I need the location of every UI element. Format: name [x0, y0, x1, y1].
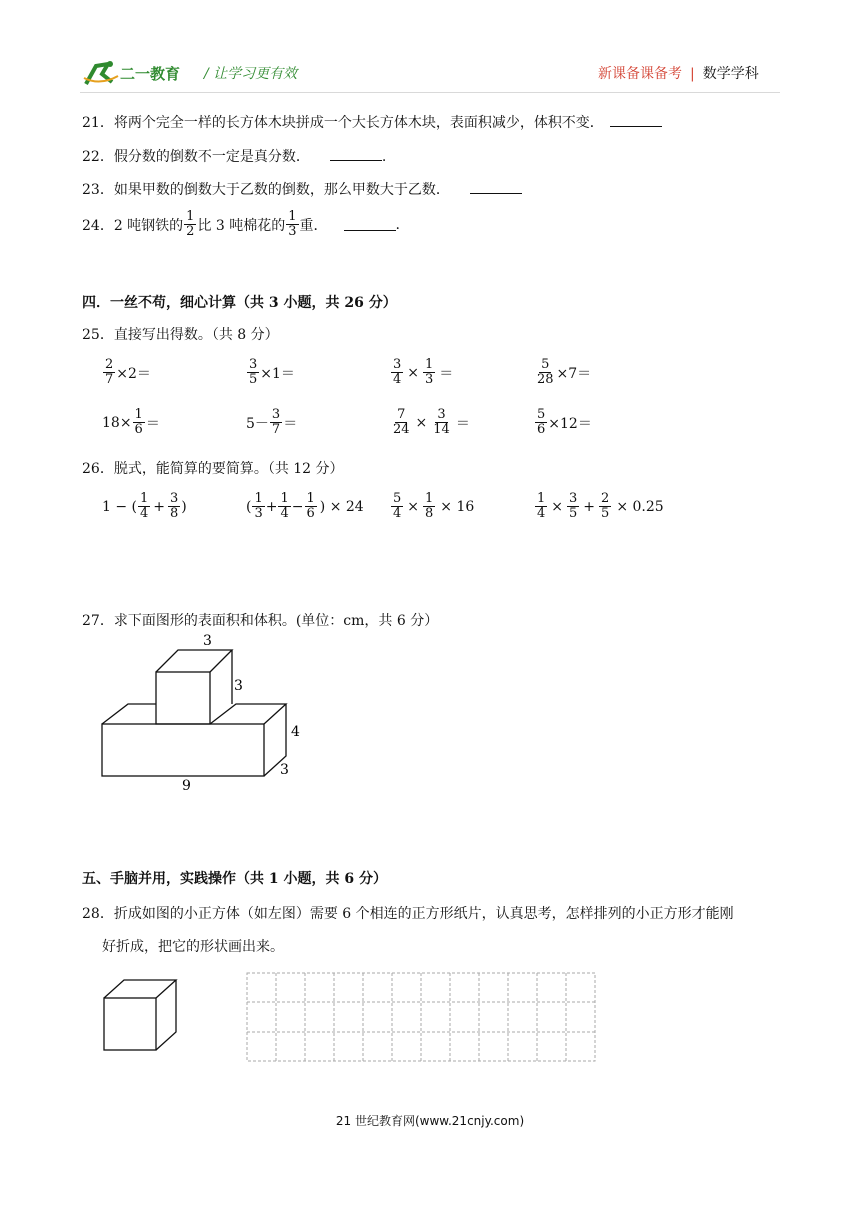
question-27: 27．求下面图形的表面积和体积。(单位：cm，共 6 分）	[82, 613, 439, 629]
num: 7	[397, 407, 406, 422]
header-tag-left: 新课备课备考	[598, 66, 682, 82]
fraction	[431, 408, 452, 437]
num: 1	[134, 407, 143, 422]
den: 4	[393, 372, 402, 387]
den: 28	[537, 372, 554, 387]
den: 5	[569, 506, 578, 521]
q26-expr-3	[390, 492, 474, 521]
question-24	[82, 210, 400, 239]
expr-rest: ＝	[439, 365, 454, 382]
fraction	[391, 492, 403, 521]
logo-text: 二一教育	[120, 65, 181, 83]
question-21-text: 21．将两个完全一样的长方体木块拼成一个大长方体木块，表面积减少，体积不变．	[82, 115, 604, 131]
fraction	[278, 492, 290, 521]
den: 3	[425, 372, 434, 387]
answer-blank-24[interactable]	[344, 218, 396, 231]
question-26: 26．脱式，能简算的要简算。（共 12 分）	[82, 461, 344, 477]
q24-fraction-1	[184, 210, 196, 239]
page-footer: 21 世纪教育网(www.21cnjy.com)	[335, 1114, 525, 1128]
fraction	[305, 492, 317, 521]
q25-item-2	[246, 358, 295, 387]
num: 5	[537, 407, 546, 422]
question-22-text: 22．假分数的倒数不一定是真分数．	[82, 149, 310, 165]
q24-part3: 重．	[299, 217, 328, 234]
header-slogan: / 让学习更有效	[204, 66, 298, 82]
fraction	[133, 408, 145, 437]
fraction	[423, 358, 435, 387]
section-4-title: 四．一丝不苟，细心计算（共 3 小题，共 26 分）	[82, 295, 397, 311]
num: 1	[537, 491, 546, 506]
expr-pre: (	[246, 498, 252, 515]
answer-blank-22[interactable]	[330, 148, 382, 161]
q24-f2-num: 1	[288, 209, 297, 224]
fraction	[270, 408, 282, 437]
num: 1	[425, 491, 434, 506]
num: 1	[306, 491, 315, 506]
num: 5	[541, 357, 550, 372]
drawing-grid[interactable]	[246, 972, 598, 1064]
question-22	[82, 146, 386, 166]
expr-pre: 1 − (	[102, 498, 137, 515]
den: 8	[425, 506, 434, 521]
q24-part1: 24．2 吨钢铁的	[82, 217, 184, 234]
q24-f2-den: 3	[288, 224, 297, 239]
q24-fraction-2	[286, 210, 298, 239]
expr-rest: ＝	[283, 415, 298, 432]
expr-rest: ×2＝	[116, 365, 151, 382]
den: 4	[537, 506, 546, 521]
answer-blank-23[interactable]	[470, 181, 522, 194]
q24-f1-num: 1	[186, 209, 195, 224]
den: 4	[393, 506, 402, 521]
expr-pre: 18×	[102, 414, 132, 431]
fraction	[599, 492, 611, 521]
q26-expr-4	[534, 492, 664, 521]
den: 4	[140, 506, 149, 521]
op: ×	[407, 498, 420, 515]
expr-rest: ×12＝	[548, 415, 592, 432]
q26-expr-2	[246, 492, 364, 521]
question-25: 25．直接写出得数。（共 8 分）	[82, 327, 279, 343]
expr-post: ) × 24	[319, 498, 364, 515]
den: 3	[254, 506, 263, 521]
expr-rest: ×1＝	[260, 365, 295, 382]
section-5-title: 五、手脑并用，实践操作（共 1 小题，共 6 分）	[82, 871, 387, 887]
num: 5	[393, 491, 402, 506]
expr-rest: ＝	[145, 415, 160, 432]
q25-item-1	[102, 358, 151, 387]
expr-pre: 5－	[246, 415, 269, 432]
dim-bottom: 9	[182, 778, 191, 794]
num: 3	[271, 407, 281, 422]
op: −	[291, 498, 304, 515]
den: 7	[105, 372, 114, 387]
cube-figure	[100, 978, 180, 1054]
num: 3	[393, 357, 402, 372]
num: 2	[105, 357, 114, 372]
op: +	[265, 498, 278, 515]
t-shaped-solid-figure	[90, 628, 320, 798]
q24-tail: .	[395, 216, 400, 233]
den: 6	[537, 422, 546, 437]
fraction	[103, 358, 115, 387]
dim-mid: 3	[234, 678, 243, 694]
op: +	[153, 498, 166, 515]
header-right	[598, 63, 759, 83]
header-rule	[80, 92, 780, 93]
q26-expr-1	[102, 492, 187, 521]
logo	[82, 58, 188, 88]
op: ×	[415, 414, 428, 431]
fraction	[168, 492, 180, 521]
q25-item-5	[102, 408, 160, 437]
fraction	[535, 492, 547, 521]
op: ×	[551, 498, 564, 515]
expr-rest: ＝	[455, 415, 470, 432]
den: 5	[601, 506, 610, 521]
expr-post: )	[181, 498, 187, 515]
q25-item-6	[246, 408, 297, 437]
answer-blank-21[interactable]	[610, 114, 662, 127]
fraction	[252, 492, 264, 521]
den: 4	[280, 506, 289, 521]
q25-item-3	[390, 358, 453, 387]
num: 1	[140, 491, 149, 506]
q25-item-4	[534, 358, 591, 387]
num: 3	[437, 407, 446, 422]
num: 1	[254, 491, 263, 506]
den: 6	[306, 506, 315, 521]
dim-top: 3	[203, 633, 212, 649]
den: 6	[134, 422, 143, 437]
question-22-tail: .	[381, 149, 387, 165]
q24-part2: 比 3 吨棉花的	[197, 217, 286, 234]
num: 3	[249, 357, 258, 372]
question-21	[82, 112, 662, 132]
question-28-line-2: 好折成，把它的形状画出来。	[102, 939, 284, 955]
expr-post: × 0.25	[616, 498, 664, 515]
q25-item-8	[534, 408, 592, 437]
op: +	[583, 498, 596, 515]
question-28-line-1: 28．折成如图的小正方体（如左图）需要 6 个相连的正方形纸片，认真思考，怎样排列的小正方形才能刚	[82, 906, 734, 922]
dim-right: 4	[291, 724, 300, 740]
den: 5	[249, 372, 258, 387]
den: 24	[393, 422, 410, 437]
question-23	[82, 179, 522, 199]
fraction	[391, 408, 412, 437]
num: 3	[170, 491, 179, 506]
fraction	[535, 408, 547, 437]
expr-rest: ×7＝	[556, 365, 592, 382]
den: 7	[271, 422, 281, 437]
num: 1	[280, 491, 289, 506]
fraction	[535, 358, 556, 387]
expr-post: × 16	[440, 498, 475, 515]
num: 1	[425, 357, 434, 372]
q25-item-7	[390, 408, 470, 437]
fraction	[423, 492, 435, 521]
runner-icon	[82, 58, 188, 88]
num: 2	[601, 491, 610, 506]
fraction	[567, 492, 579, 521]
fraction	[247, 358, 259, 387]
question-23-text: 23．如果甲数的倒数大于乙数的倒数，那么甲数大于乙数．	[82, 182, 450, 198]
fraction	[391, 358, 403, 387]
num: 3	[569, 491, 578, 506]
dim-depth: 3	[280, 762, 289, 778]
op: ×	[407, 364, 420, 381]
header-tag-right: 数学学科	[702, 66, 759, 82]
den: 8	[170, 506, 179, 521]
den: 14	[433, 422, 450, 437]
header-sep: |	[690, 66, 695, 82]
q24-f1-den: 2	[186, 224, 195, 239]
fraction	[138, 492, 150, 521]
